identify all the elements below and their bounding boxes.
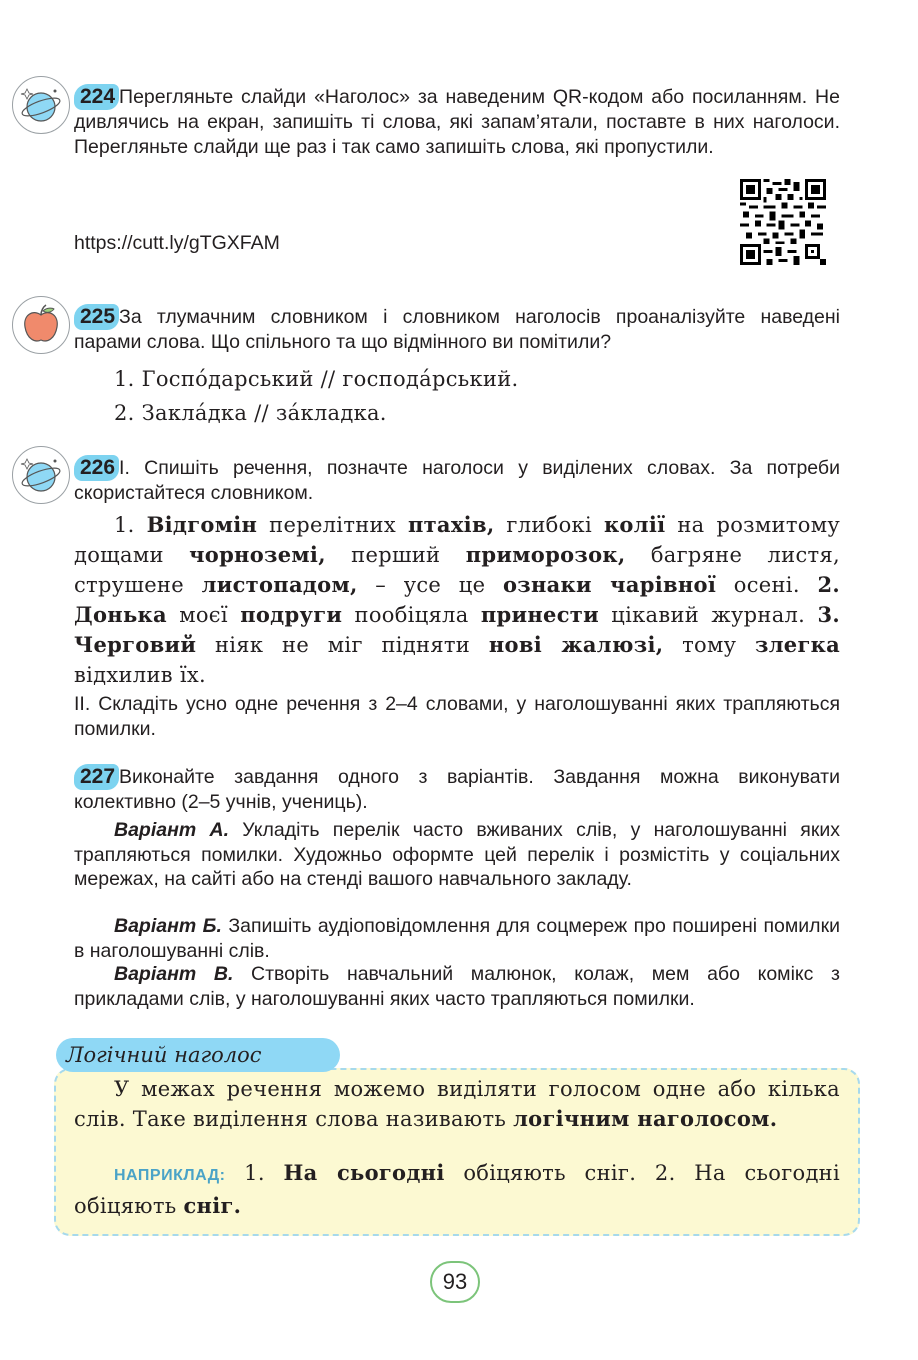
- exercise-text: Перегляньте слайди «Наголос» за наведеним QR-кодом або посиланням. Не дивлячись на екран, запишіть ті слова, які запам’ятали, поставте в них наголоси. Перегляньте слайди ще раз і так само запишіть слова, які пропустили.: [74, 86, 840, 158]
- variant-b: Варіант Б. Запишіть аудіоповідомлення для соцмереж про поширені помилки в наголошуванні слів.: [74, 915, 840, 962]
- exercise-225: [74, 304, 840, 355]
- variant-a: Варіант А. Укладіть перелік часто вживаних слів, у наголошуванні яких трапляються помилки. Художньо оформте цей перелік і розмістіть у соціальних мережах, на сайті або на стенді вашого навчального закладу.: [74, 819, 840, 890]
- apple-icon: [12, 296, 70, 354]
- rule-title: Логічний наголос: [56, 1038, 340, 1072]
- qr-code-icon[interactable]: [740, 179, 826, 265]
- word-pair-2: 2. Закла́дка // за́кладка.: [114, 401, 387, 425]
- exercise-226-sentences: 1. Відгомін перелітних птахів, глибокі колії на розмитому дощами чорноземі, перший приморозок, багряне листя, струшене листопадом, – усе це ознаки чарівної осені. 2. Донька моєї подруги пообіцяла принести цікавий журнал. 3. Черговий ніяк не міг підняти нові жалюзі, тому злегка відхилив їх.: [74, 512, 841, 687]
- exercise-number: 224: [74, 84, 119, 110]
- exercise-number: 227: [74, 764, 119, 790]
- variant-c: Варіант В. Створіть навчальний малюнок, колаж, мем або комікс з прикладами слів, у наголошуванні яких часто трапляються помилки.: [74, 963, 840, 1010]
- example-label: НАПРИКЛАД:: [114, 1167, 226, 1184]
- exercise-text: За тлумачним словником і словником наголосів проаналізуйте наведені парами слова. Що спільного та що відмінного ви помітили?: [74, 306, 840, 353]
- exercise-224: [74, 84, 840, 159]
- rule-text: У межах речення можемо виділяти голосом одне або кілька слів. Таке виділення слова називають логічним наголосом.: [74, 1077, 840, 1131]
- exercise-text: Виконайте завдання одного з варіантів. Завдання можна виконувати колективно (2–5 учнів, учениць).: [74, 766, 840, 813]
- globe-icon: [12, 446, 70, 504]
- exercise-number: 226: [74, 455, 119, 481]
- word-pair-1: 1. Госпо́дарський // господа́рський.: [114, 367, 519, 391]
- page-number: 93: [430, 1261, 480, 1303]
- exercise-227: [74, 764, 840, 815]
- link-url[interactable]: https://cutt.ly/gTGXFAM: [74, 232, 280, 254]
- rule-example: НАПРИКЛАД: 1. На сьогодні обіцяють сніг. 2. На сьогодні обіцяють сніг.: [74, 1160, 840, 1218]
- exercise-226-task-1: [74, 455, 840, 506]
- exercise-text: I. Спишіть речення, позначте наголоси у виділених словах. За потреби скористайтеся словником.: [74, 457, 840, 504]
- exercise-226-task-2: II. Складіть усно одне речення з 2–4 словами, у наголошуванні яких трапляються помилки.: [74, 693, 840, 740]
- globe-icon: [12, 76, 70, 134]
- exercise-number: 225: [74, 304, 119, 330]
